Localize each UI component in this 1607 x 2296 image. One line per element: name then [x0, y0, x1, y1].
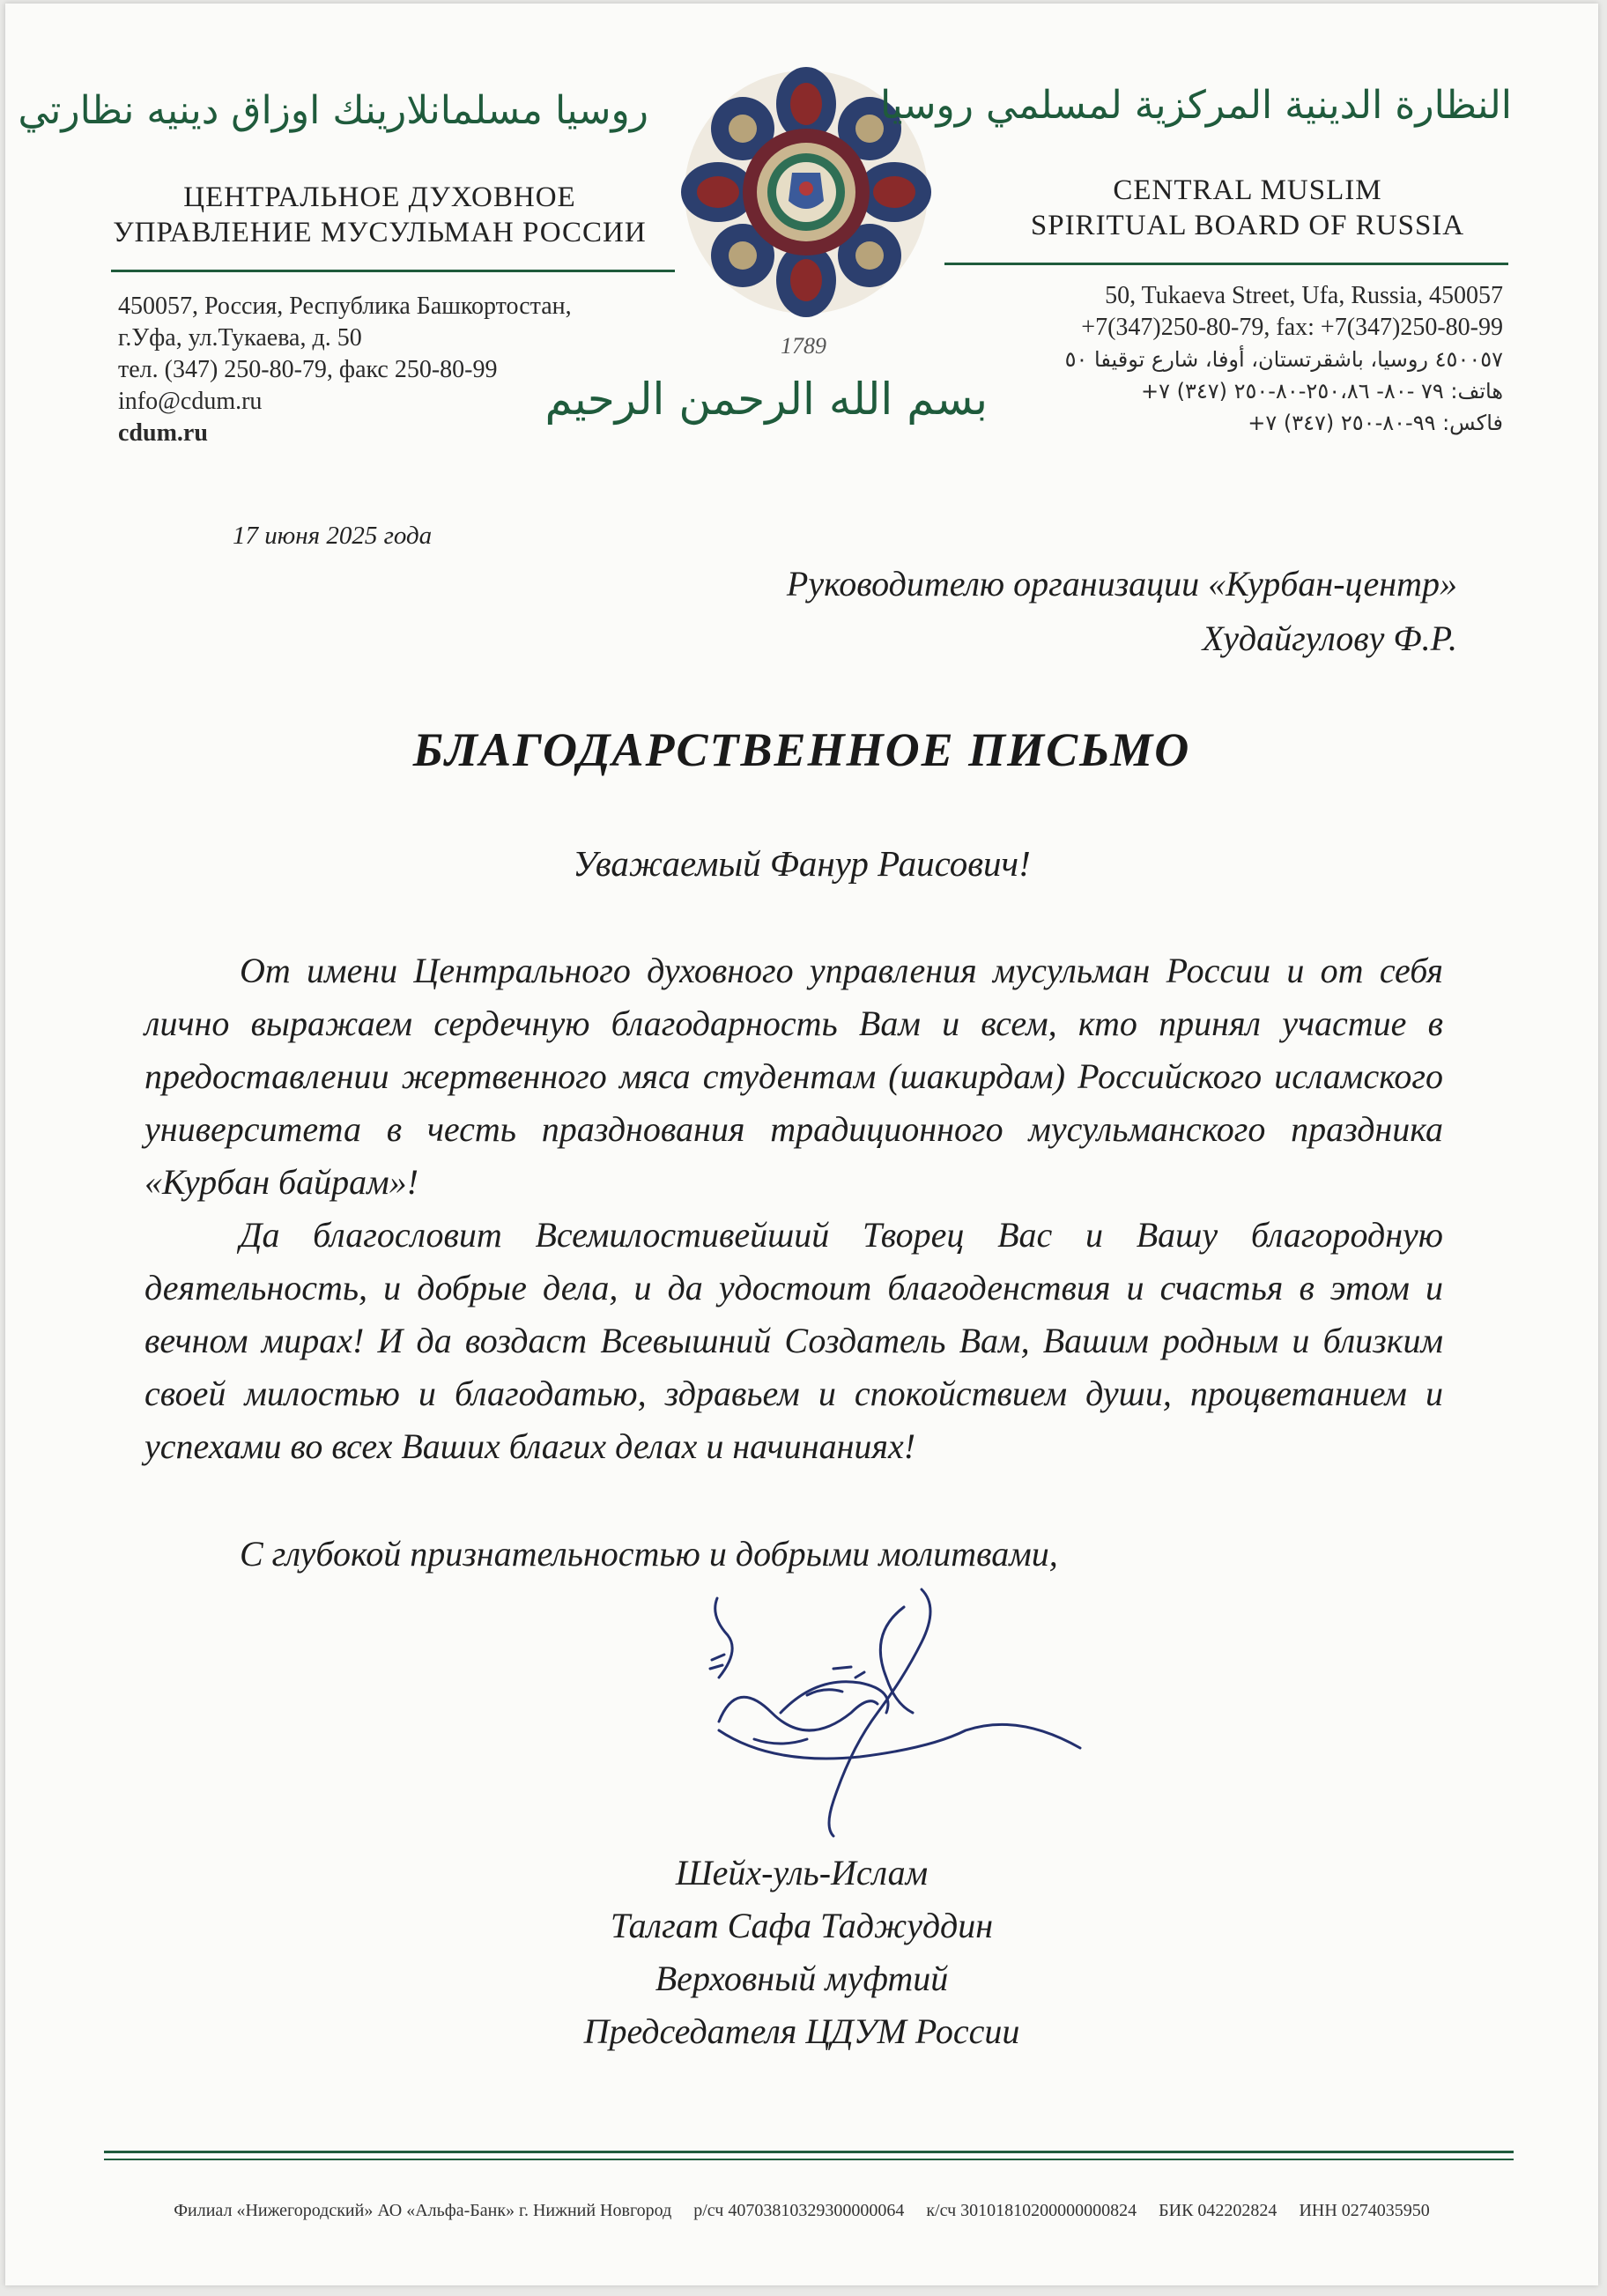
signer-name: Талгат Сафа Таджуддин [610, 1906, 994, 1945]
right-address-line1: 50, Tukaeva Street, Ufa, Russia, 450057 [1105, 282, 1503, 309]
founded-year: 1789 [781, 333, 826, 359]
left-address-line: 450057, Россия, Республика Башкортостан, [118, 293, 572, 320]
signer-block [5, 1847, 1598, 2058]
salutation: Уважаемый Фанур Раисович! [573, 843, 1031, 884]
basmala-calligraphy: بسم الله الرحمن الرحيم [544, 374, 988, 425]
footer-account-rs: р/сч 40703810329300000064 [693, 2201, 905, 2220]
footer-rule-thin [104, 2159, 1514, 2160]
left-org-name-line2: УПРАВЛЕНИЕ МУСУЛЬМАН РОССИИ [113, 217, 647, 248]
body-paragraph-2: Да благословит Всемилостивейший Творец Вас и Вашу благородную деятельность, и добрые дела, и да удостоит благоденствия и счастья в этом и вечном мирах! И да воздаст Всевышний Создатель Вам, Вашим родным и близким своей милостью и благодатью, здравьем и спокойствием души, процветанием и успехами во всех Ваших благих делах и начинаниях! [144, 1215, 1443, 1466]
closing-line: С глубокой признательностью и добрыми молитвами, [240, 1534, 1058, 1574]
signer-title: Шейх-уль-Ислам [675, 1853, 929, 1892]
letter-page [5, 4, 1598, 2285]
right-header-rule [944, 263, 1508, 265]
handwritten-signature-icon [701, 1581, 1089, 1845]
recipient-line1: Руководителю организации «Курбан-центр» [786, 564, 1457, 604]
footer-rule-thick [104, 2151, 1514, 2153]
right-org-name-line1: CENTRAL MUSLIM [1113, 174, 1382, 206]
right-arabic-fax: فاكس: ٩٩-٨٠-٢٥٠ (٣٤٧) ٧+ [1248, 411, 1503, 435]
letter-date: 17 июня 2025 года [233, 522, 433, 550]
document-title: БЛАГОДАРСТВЕННОЕ ПИСЬМО [412, 723, 1191, 776]
left-org-name-line1: ЦЕНТРАЛЬНОЕ ДУХОВНОЕ [183, 181, 576, 213]
footer-bank: Филиал «Нижегородский» АО «Альфа-Банк» г. Нижний Новгород [174, 2201, 672, 2220]
left-arabic-logotype: روسيا مسلمانلارينك اوزاق دينيه نظارتي [18, 88, 648, 133]
right-org-name [983, 173, 1512, 243]
signer-organization: Председателя ЦДУМ России [583, 2011, 1020, 2051]
letter-body [144, 944, 1443, 1473]
right-arabic-address: ٤٥٠٠٥٧ روسيا، باشقرتستان، أوفا، شارع توقيفا ٥٠ [1064, 347, 1503, 372]
recipient-line2: Худайгулову Ф.Р. [1202, 618, 1457, 658]
footer-account-ks: к/сч 30101810200000000824 [926, 2201, 1137, 2220]
left-website: cdum.ru [118, 419, 208, 447]
left-address-block [118, 291, 682, 449]
right-arabic-logotype: النظارة الدينية المركزية لمسلمي روسيا [880, 83, 1512, 128]
bank-details-footer [5, 2201, 1598, 2221]
right-address-line2: +7(347)250-80-79, fax: +7(347)250-80-99 [1081, 314, 1503, 341]
body-paragraph-1: От имени Центрального духовного управления мусульман России и от себя лично выражаем сердечную благодарность Вам и всем, кто принял участие в предоставлении жертвенного мяса студентам (шакирдам) Российского исламского университета в честь празднования традиционного мусульманского праздника «Курбан байрам»! [144, 951, 1443, 1202]
right-address-block [939, 280, 1503, 439]
left-address-line: тел. (347) 250-80-79, факс 250-80-99 [118, 356, 498, 383]
footer-inn: ИНН 0274035950 [1299, 2201, 1430, 2220]
left-header-rule [111, 270, 675, 272]
left-address-line: г.Уфа, ул.Тукаева, д. 50 [118, 324, 362, 352]
right-org-name-line2: SPIRITUAL BOARD OF RUSSIA [1030, 210, 1465, 241]
recipient-block [787, 557, 1457, 666]
signer-position: Верховный муфтий [655, 1959, 949, 1998]
left-org-name [111, 180, 648, 250]
left-email: info@cdum.ru [118, 388, 263, 415]
right-arabic-phone: هاتف: ٧٩ -٨٠- ٢٥٠،٨٦-٨٠-٢٥٠ (٣٤٧) ٧+ [1140, 379, 1503, 404]
footer-bik: БИК 042202824 [1159, 2201, 1277, 2220]
